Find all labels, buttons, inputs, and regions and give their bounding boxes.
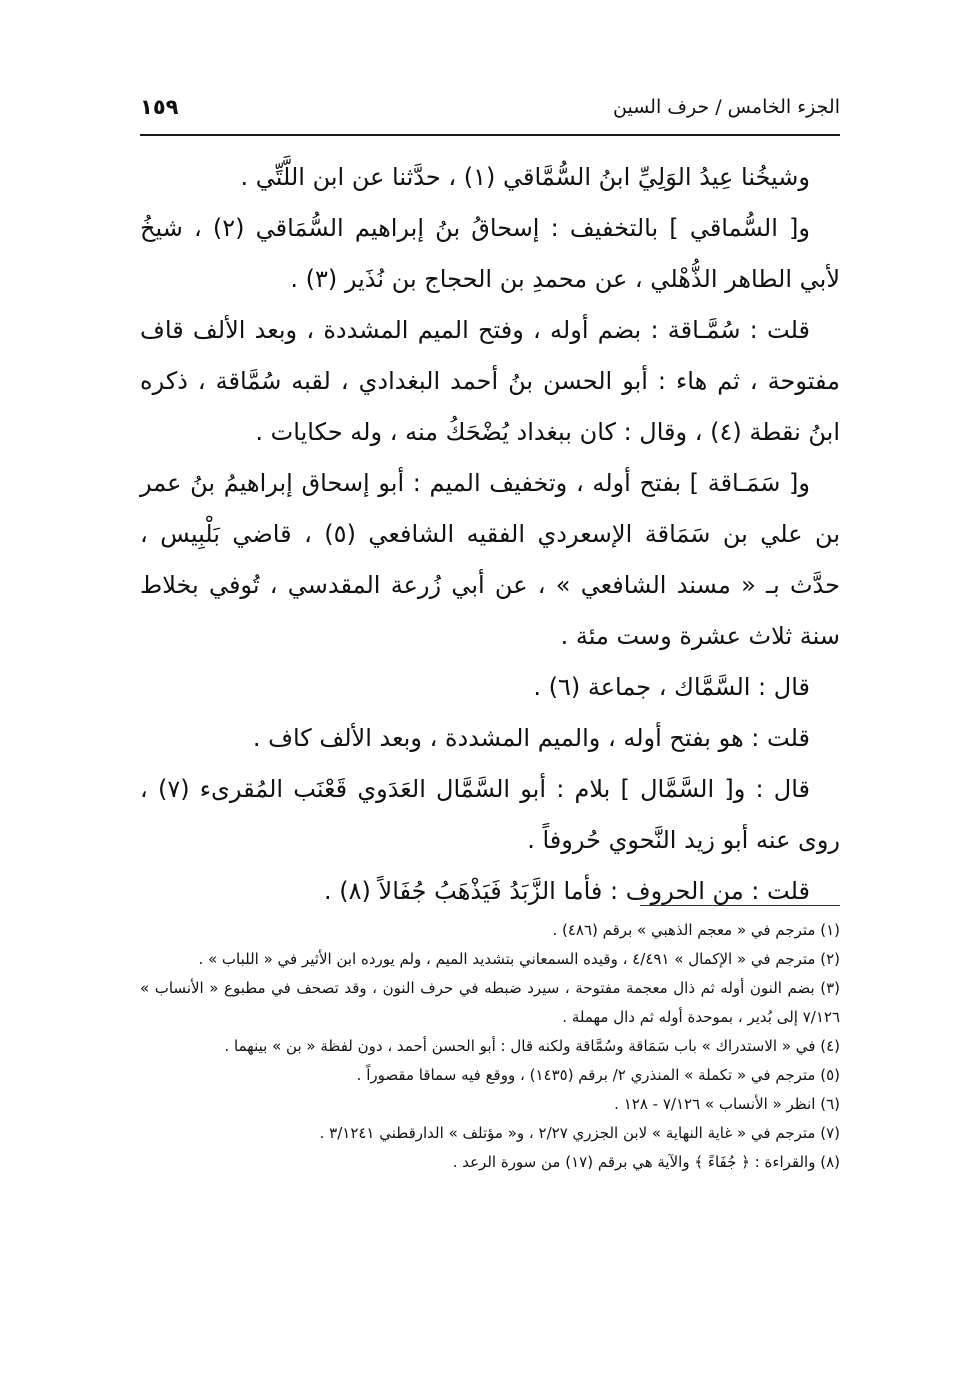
running-head: الجزء الخامس / حرف السين — [613, 96, 840, 118]
paragraph: و[ السُّماقي ] بالتخفيف : إسحاقُ بنُ إبراهيم السُّمَاقي (٢) ، شيخُ لأبي الطاهر الذُّهْلي ، عن محمدِ بن الحجاج بن نُذَير (٣) . — [140, 214, 840, 293]
footnote-separator — [640, 905, 840, 906]
paragraph: قلت : من الحروف : فأما الزَّبَدُ فَيَذْهَبُ جُفَالاً (٨) . — [324, 877, 810, 905]
paragraph: وشيخُنا عِيدُ الوَلِيِّ ابنُ السُّمَّاقي (١) ، حدَّثنا عن ابن اللَّتِّي . — [240, 163, 810, 191]
paragraph: قال : و[ السَّمَّال ] بلام : أبو السَّمَّال العَدَوي قَعْنَب المُقرىء (٧) ، روى عنه أبو زيد النَّحوي حُروفاً . — [140, 775, 840, 854]
footnote: (٤) في « الاستدراك » باب سَمَاقة وسُمَّاقة ولكنه قال : أبو الحسن أحمد ، دون لفظة « بن » بينهما . — [224, 1037, 840, 1055]
footnote: (٢) مترجم في « الإكمال » ٤/٤٩١ ، وقيده السمعاني بتشديد الميم ، ولم يورده ابن الأثير في « اللباب » . — [198, 950, 840, 968]
footnote: (٦) انظر « الأنساب » ٧/١٢٦ - ١٢٨ . — [614, 1095, 840, 1113]
paragraph: قلت : سُمَّـاقة : بضم أوله ، وفتح الميم المشددة ، وبعد الألف قاف مفتوحة ، ثم هاء : أبو الحسن بنُ أحمد البغدادي ، لقبه سُمَّاقة ، ذكره ابنُ نقطة (٤) ، وقال : كان ببغداد يُضْحَكُ منه ، وله حكايات . — [140, 316, 840, 446]
page-number: ١٥٩ — [140, 95, 179, 119]
paragraph: و[ سَمَـاقة ] بفتح أوله ، وتخفيف الميم : أبو إسحاق إبراهيمُ بنُ عمر بن علي بن سَمَاقة الإسعردي الفقيه الشافعي (٥) ، قاضي بَلْبِيس ، حدَّث بـ « مسند الشافعي » ، عن أبي زُرعة المقدسي ، تُوفي بخلاط سنة ثلاث عشرة وست مئة . — [140, 469, 840, 650]
paragraph: قلت : هو بفتح أوله ، والميم المشددة ، وبعد الألف كاف . — [252, 724, 810, 752]
footnote: (٥) مترجم في « تكملة » المنذري ٢/ برقم (١٤٣٥) ، ووقع فيه سماقا مقصوراً . — [356, 1066, 840, 1084]
footnote: (١) مترجم في « معجم الذهبي » برقم (٤٨٦) . — [552, 921, 840, 939]
header-rule — [140, 134, 840, 136]
paragraph: قال : السَّمَّاك ، جماعة (٦) . — [533, 673, 810, 701]
footnote: (٧) مترجم في « غاية النهاية » لابن الجزري ٢/٢٧ ، و« مؤتلف » الدارقطني ٣/١٢٤١ . — [319, 1124, 840, 1142]
footnotes — [140, 916, 840, 1177]
footnote: (٣) بضم النون أوله ثم ذال معجمة مفتوحة ، سيرد ضبطه في حرف النون ، وقد تصحف في مطبوع « الأنساب » ٧/١٢٦ إلى بُدير ، بموحدة أوله ثم دال مهملة . — [140, 979, 840, 1026]
footnote: (٨) والقراءة : ﴿ جُفَاءً ﴾ والآية هي برقم (١٧) من سورة الرعد . — [452, 1153, 840, 1171]
main-text — [140, 152, 840, 917]
page-header — [140, 92, 840, 128]
